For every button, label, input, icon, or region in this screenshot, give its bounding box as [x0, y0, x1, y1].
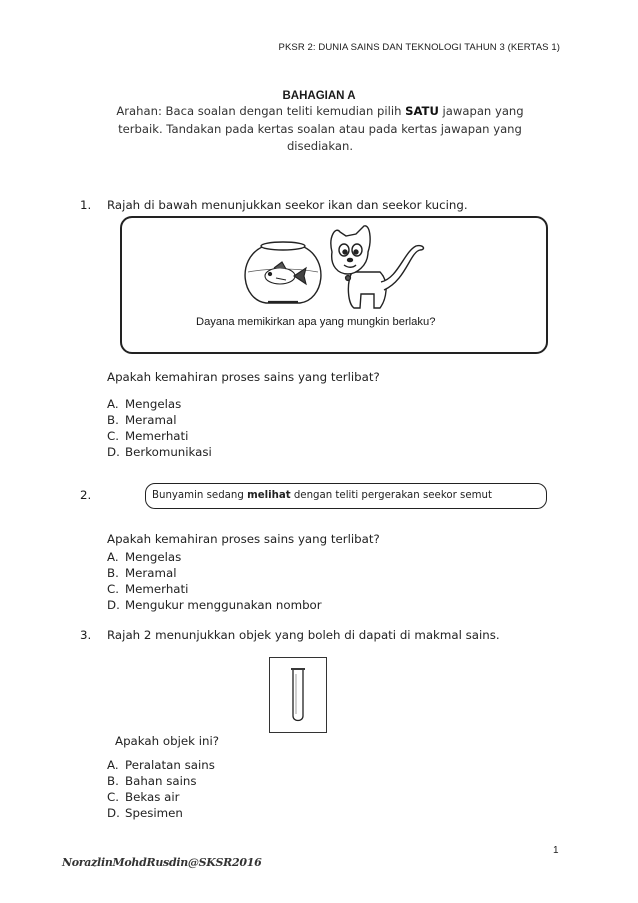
author-signature: NorazlinMohdRusdin@SKSR2016	[62, 856, 262, 869]
question-1-prompt: Apakah kemahiran proses sains yang terlibat?	[107, 370, 380, 384]
fish-and-cat-illustration	[240, 222, 430, 314]
question-1-number: 1.	[80, 198, 92, 212]
question-2-number: 2.	[80, 488, 92, 502]
option-a[interactable]: A. Mengelas	[107, 397, 182, 411]
test-tube-icon	[289, 664, 307, 726]
option-b[interactable]: B. Bahan sains	[107, 774, 197, 788]
option-d[interactable]: D. Berkomunikasi	[107, 445, 212, 459]
instructions-text: terbaik. Tandakan pada kertas soalan atau pada kertas jawapan yang	[118, 121, 522, 136]
option-d[interactable]: D. Mengukur menggunakan nombor	[107, 598, 322, 612]
question-1-options	[107, 396, 212, 460]
option-c[interactable]: C. Bekas air	[107, 790, 180, 804]
question-3-number: 3.	[80, 628, 92, 642]
option-b[interactable]: B. Meramal	[107, 566, 177, 580]
instructions-text: jawapan yang	[438, 104, 524, 118]
option-d[interactable]: D. Spesimen	[107, 806, 183, 820]
option-a[interactable]: A. Peralatan sains	[107, 758, 215, 772]
question-2-prompt: Apakah kemahiran proses sains yang terlibat?	[107, 532, 380, 546]
question-3-prompt: Apakah objek ini?	[115, 734, 219, 748]
option-c[interactable]: C. Memerhati	[107, 582, 189, 596]
instructions-text: disediakan.	[286, 139, 354, 153]
section-title: BAHAGIAN A	[282, 90, 356, 102]
question-2-statement: Bunyamin sedang melihat dengan teliti pergerakan seekor semut	[152, 490, 492, 501]
page-number: 1	[553, 845, 559, 856]
fish-icon	[265, 262, 306, 284]
instructions-emphasis: SATU	[405, 104, 439, 118]
question-3-text: Rajah 2 menunjukkan objek yang boleh di dapati di makmal sains.	[107, 628, 500, 642]
option-a[interactable]: A. Mengelas	[107, 550, 182, 564]
cat-icon	[331, 226, 424, 308]
instructions	[90, 103, 550, 156]
instructions-text: Arahan: Baca soalan dengan teliti kemudian pilih	[116, 104, 406, 118]
question-2-options	[107, 549, 322, 613]
option-c[interactable]: C. Memerhati	[107, 429, 189, 443]
question-1-text: Rajah di bawah menunjukkan seekor ikan dan seekor kucing.	[107, 198, 468, 212]
question-1-box-caption: Dayana memikirkan apa yang mungkin berlaku?	[196, 316, 436, 328]
page-header: PKSR 2: DUNIA SAINS DAN TEKNOLOGI TAHUN 3 (KERTAS 1)	[278, 42, 560, 53]
question-3-options	[107, 757, 215, 821]
option-b[interactable]: B. Meramal	[107, 413, 177, 427]
